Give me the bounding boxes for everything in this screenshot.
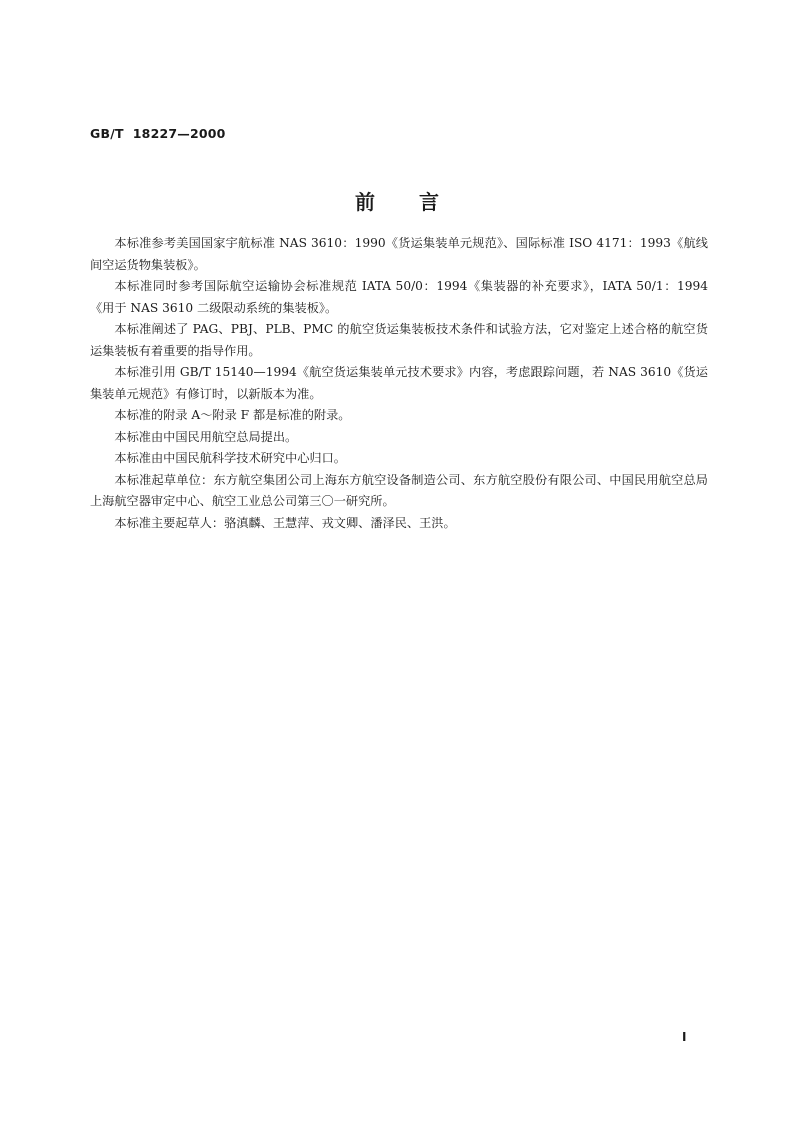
paragraph-drafting-units: 本标准起草单位：东方航空集团公司上海东方航空设备制造公司、东方航空股份有限公司、中国民用航空总局上海航空器审定中心、航空工业总公司第三〇一研究所。	[90, 472, 708, 508]
foreword-body	[90, 233, 708, 534]
paragraph-scope: 本标准阐述了 PAG、PBJ、PLB、PMC 的航空货运集装板技术条件和试验方法，它对鉴定上述合格的航空货运集装板有着重要的指导作用。	[90, 322, 708, 358]
page-number: I	[682, 1030, 687, 1044]
paragraph-iata-reference: 本标准同时参考国际航空运输协会标准规范 IATA 50/0：1994《集装器的补充要求》，IATA 50/1：1994《用于 NAS 3610 二级限动系统的集装板》。	[90, 279, 708, 315]
paragraph-proposer: 本标准由中国民用航空总局提出。	[114, 429, 298, 444]
page-title: 前言	[355, 190, 483, 214]
standard-code: GB/T 18227—2000	[90, 126, 226, 141]
paragraph-citation: 本标准引用 GB/T 15140—1994《航空货运集装单元技术要求》内容，考虑跟踪问题，若 NAS 3610《货运集装单元规范》有修订时，以新版本为准。	[90, 365, 708, 401]
paragraph-administrator: 本标准由中国民航科学技术研究中心归口。	[114, 451, 346, 465]
paragraph-appendices: 本标准的附录 A～附录 F 都是标准的附录。	[114, 408, 351, 422]
paragraph-drafters: 本标准主要起草人：骆滇麟、王慧萍、戎文卿、潘泽民、王洪。	[114, 515, 456, 530]
paragraph-reference-standards: 本标准参考美国国家宇航标准 NAS 3610：1990《货运集装单元规范》、国际标准 ISO 4171：1993《航线间空运货物集装板》。	[90, 236, 708, 272]
